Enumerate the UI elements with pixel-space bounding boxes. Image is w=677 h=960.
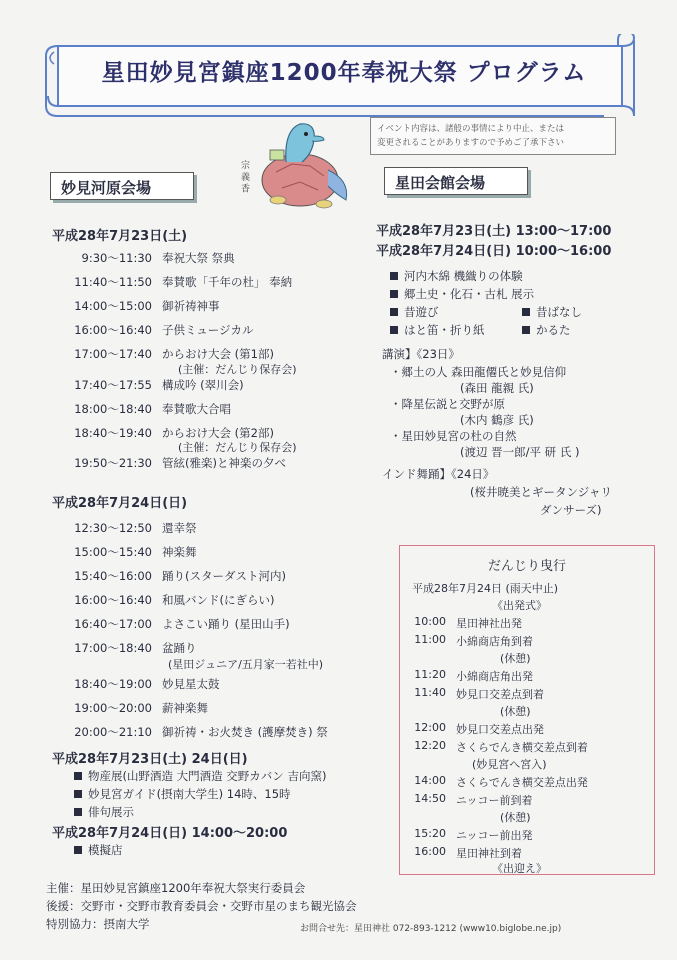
event: 御祈祷・お火焚き (護摩焚き) 祭 bbox=[162, 725, 328, 739]
hall-item: 昔遊び bbox=[390, 304, 439, 320]
time: 14:00〜15:00 bbox=[74, 299, 152, 313]
footer-coop: 特別協力：摂南大学 bbox=[46, 917, 150, 931]
time: 11:40〜11:50 bbox=[74, 275, 152, 289]
dance-performer: (桜井暁美とギータンジャリ bbox=[470, 485, 612, 499]
square-bullet-icon bbox=[74, 846, 82, 854]
event: 踊り(スターダスト河内) bbox=[162, 569, 286, 583]
footer-support: 後援：交野市・交野市教育委員会・交野市星のまち観光協会 bbox=[46, 899, 357, 913]
notice-box bbox=[370, 117, 616, 155]
danjiri-title: だんじり曳行 bbox=[487, 559, 566, 574]
time: 17:00〜18:40 bbox=[74, 641, 152, 655]
day1-date: 平成28年7月23日(土) bbox=[52, 229, 188, 244]
exhibit-item: 俳句展示 bbox=[74, 804, 134, 820]
shop-date: 平成28年7月24日(日) 14:00〜20:00 bbox=[52, 826, 288, 841]
time: 16:00〜16:40 bbox=[74, 593, 152, 607]
time: 15:40〜16:00 bbox=[74, 569, 152, 583]
event: 盆踊り bbox=[162, 641, 197, 655]
turtle-mascot bbox=[232, 110, 362, 215]
square-bullet-icon bbox=[390, 290, 398, 298]
event: 奉賛歌大合唱 bbox=[162, 402, 231, 416]
time: 17:00〜17:40 bbox=[74, 347, 152, 361]
square-bullet-icon bbox=[390, 326, 398, 334]
square-bullet-icon bbox=[390, 308, 398, 316]
event: 奉祝大祭 祭典 bbox=[162, 251, 235, 265]
square-bullet-icon bbox=[74, 808, 82, 816]
dance-performer: ダンサーズ) bbox=[540, 503, 602, 517]
event-note: (星田ジュニア/五月家一若社中) bbox=[168, 658, 324, 671]
danjiri-box: だんじり曳行 平成28年7月24日 (雨天中止) 《出発式》 10:00 星田神社出発 11:00 小綿商店角到着 (休憩) 11:20 小綿商店角出発 11:40 妙見口交差点到着 (休憩) 12:00 妙見口交差点出発 12:20 さくらでんき横交差点到着 (妙見宮へ宮入) 14:00 さくらでんき横交差点出発 14:50 ニッコー前到着 (休憩) 15:20 ニッコー前出発 16:00 星田神社到着 《出迎え》 bbox=[399, 545, 655, 875]
danjiri-note: (休憩) bbox=[500, 705, 531, 718]
event: 和風バンド(にぎらい) bbox=[162, 593, 275, 607]
event: からおけ大会 (第2部) bbox=[162, 426, 274, 440]
time: 15:00〜15:40 bbox=[74, 545, 152, 559]
square-bullet-icon bbox=[74, 772, 82, 780]
dance-label: インド舞踊】《24日》 bbox=[382, 467, 495, 481]
exhibit-item: 妙見宮ガイド(摂南大学生) 14時、15時 bbox=[74, 786, 291, 802]
square-bullet-icon bbox=[522, 308, 530, 316]
lecture-speaker: (森田 龍親 氏) bbox=[460, 381, 534, 395]
hall-item: はと笛・折り紙 bbox=[390, 322, 485, 338]
event-note: (主催：だんじり保存会) bbox=[178, 441, 297, 454]
lecture-label: 講演】《23日》 bbox=[382, 347, 460, 361]
event: 奉賛歌「千年の杜」 奉納 bbox=[162, 275, 293, 289]
time: 18:00〜18:40 bbox=[74, 402, 152, 416]
exhibits-date: 平成28年7月23日(土) 24日(日) bbox=[52, 752, 248, 767]
danjiri-note: (妙見宮へ宮入) bbox=[472, 758, 547, 771]
day2-date: 平成28年7月24日(日) bbox=[52, 496, 188, 511]
lecture-speaker: (木内 鶴彦 氏) bbox=[460, 413, 534, 427]
time: 16:40〜17:00 bbox=[74, 617, 152, 631]
lecture-speaker: (渡辺 晋一郎/平 研 氏 ) bbox=[460, 445, 580, 459]
mascot-caption: 宗 義 香 bbox=[239, 160, 249, 193]
danjiri-date: 平成28年7月24日 (雨天中止) bbox=[412, 582, 559, 595]
time: 18:40〜19:00 bbox=[74, 677, 152, 691]
exhibit-item: 物産展(山野酒造 大門酒造 交野カバン 吉向窯) bbox=[74, 768, 326, 784]
hall-item: 郷土史・化石・古札 展示 bbox=[390, 286, 534, 302]
venue-title-right: 星田会館会場 bbox=[384, 167, 528, 195]
event: よさこい踊り (星田山手) bbox=[162, 617, 290, 631]
event: 管絃(雅楽)と神楽の夕べ bbox=[162, 456, 286, 470]
event: 神楽舞 bbox=[162, 545, 197, 559]
venue-title-left: 妙見河原会場 bbox=[50, 172, 194, 200]
shop-item: 模擬店 bbox=[74, 842, 123, 858]
hall-item: 河内木綿 機織りの体験 bbox=[390, 268, 523, 284]
square-bullet-icon bbox=[522, 326, 530, 334]
contact-info: お問合せ先：星田神社 072-893-1212 (www10.biglobe.ne.jp) bbox=[300, 924, 562, 934]
time: 9:30〜11:30 bbox=[81, 251, 152, 265]
event: 還幸祭 bbox=[162, 521, 197, 535]
time: 18:40〜19:40 bbox=[74, 426, 152, 440]
event: 子供ミュージカル bbox=[162, 323, 254, 337]
welcome-ceremony: 《出迎え》 bbox=[492, 862, 547, 875]
lecture-topic: ・星田妙見宮の杜の自然 bbox=[390, 429, 517, 443]
lecture-topic: ・郷土の人 森田龍僊氏と妙見信仰 bbox=[390, 365, 567, 379]
time: 19:00〜20:00 bbox=[74, 701, 152, 715]
notice-line: 変更されることがありますので予めご了承下さい bbox=[377, 138, 565, 148]
lecture-topic: ・降星伝説と交野が原 bbox=[390, 397, 505, 411]
page-title: 星田妙見宮鎮座1200年奉祝大祭 プログラム bbox=[101, 60, 587, 86]
danjiri-note: (休憩) bbox=[500, 652, 531, 665]
hall-item: かるた bbox=[522, 322, 571, 338]
time: 16:00〜16:40 bbox=[74, 323, 152, 337]
square-bullet-icon bbox=[74, 790, 82, 798]
depart-ceremony: 《出発式》 bbox=[492, 599, 547, 612]
time: 19:50〜21:30 bbox=[74, 456, 152, 470]
event-note: (主催：だんじり保存会) bbox=[178, 363, 297, 376]
event: 御祈祷神事 bbox=[162, 299, 220, 313]
event: 妙見星太鼓 bbox=[162, 677, 220, 691]
time: 17:40〜17:55 bbox=[74, 378, 152, 392]
time: 20:00〜21:10 bbox=[74, 725, 152, 739]
event: 構成吟 (翠川会) bbox=[162, 378, 244, 392]
footer-host: 主催：星田妙見宮鎮座1200年奉祝大祭実行委員会 bbox=[46, 881, 306, 895]
hall-date-1: 平成28年7月23日(土) 13:00〜17:00 bbox=[376, 224, 612, 239]
hall-item: 昔ばなし bbox=[522, 304, 582, 320]
time: 12:30〜12:50 bbox=[74, 521, 152, 535]
notice-line: イベント内容は、諸般の事情により中止、または bbox=[377, 124, 565, 134]
title-banner bbox=[44, 34, 638, 116]
danjiri-note: (休憩) bbox=[500, 811, 531, 824]
event: 薪神楽舞 bbox=[162, 701, 208, 715]
event: からおけ大会 (第1部) bbox=[162, 347, 274, 361]
hall-date-2: 平成28年7月24日(日) 10:00〜16:00 bbox=[376, 244, 612, 259]
square-bullet-icon bbox=[390, 272, 398, 280]
